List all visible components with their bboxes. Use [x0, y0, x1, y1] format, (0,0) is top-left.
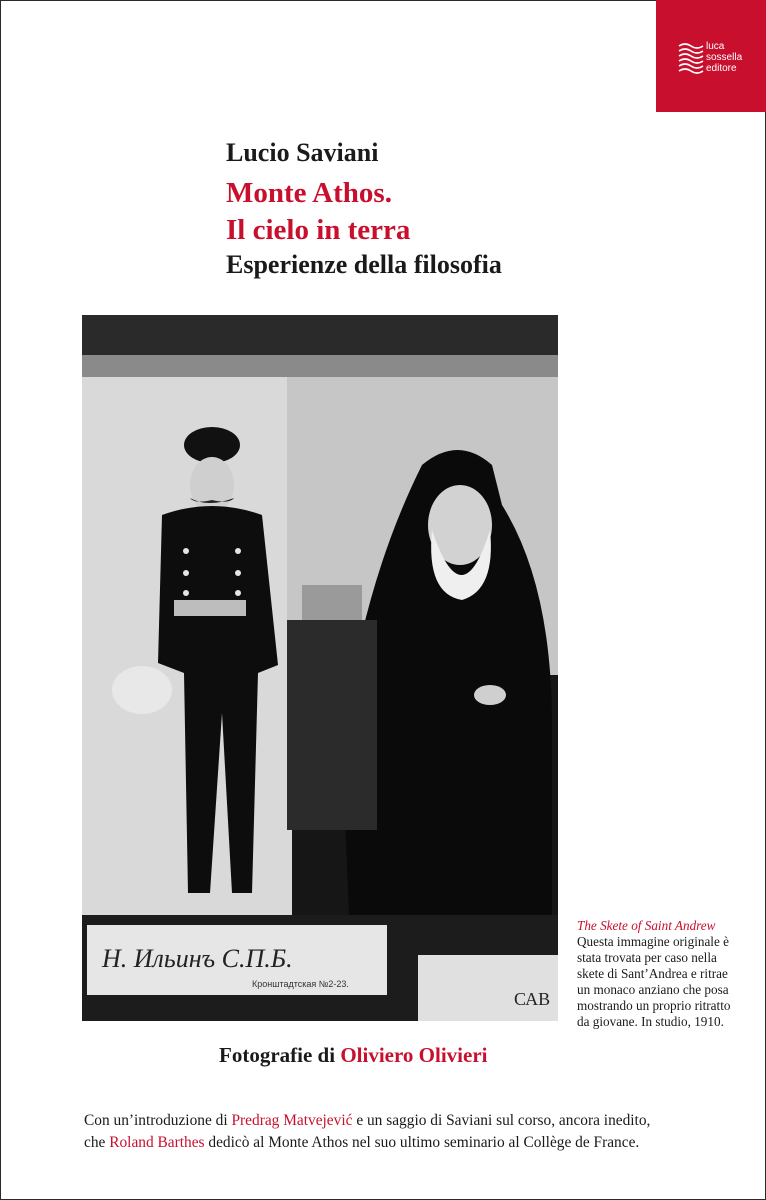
photo-sign-left: Н. Ильинъ С.П.Б. — [102, 944, 293, 973]
intro-part-1: Con un’introduzione di — [84, 1112, 228, 1129]
publisher-line-2: sossella — [706, 52, 743, 63]
photographer-name: Oliviero Olivieri — [340, 1043, 488, 1067]
title-line-2: Il cielo in terra — [226, 214, 411, 246]
intro-part-4: dedicò al Monte Athos nel suo ultimo seminario al Collège de France. — [208, 1134, 640, 1151]
publisher-name — [706, 41, 742, 74]
photo-credit — [219, 1043, 487, 1068]
intro-line-1 — [84, 1110, 650, 1132]
intro-name-2: Roland Barthes — [109, 1134, 205, 1151]
author-name: Lucio Saviani — [226, 138, 379, 167]
publisher-line-3: editore — [706, 63, 737, 74]
publisher-logo-icon — [678, 40, 704, 74]
caption-title: The Skete of Saint Andrew — [577, 918, 716, 933]
intro-name-1: Predrag Matvejević — [231, 1112, 353, 1129]
cover-photograph — [82, 315, 558, 1021]
photo-caption — [577, 918, 737, 1030]
photo-illustration — [82, 315, 558, 1021]
publisher-badge — [656, 0, 766, 112]
book-subtitle: Esperienze della filosofia — [226, 250, 502, 279]
credit-prefix: Fotografie di — [219, 1043, 336, 1067]
photo-sign-right: САВ — [514, 989, 551, 1009]
title-line-1: Monte Athos. — [226, 177, 392, 209]
photo-sign-left-small: Кронштадтская №2-23. — [252, 979, 349, 989]
intro-part-3: che — [84, 1134, 106, 1151]
book-title — [226, 175, 410, 249]
intro-part-2: e un saggio di Saviani sul corso, ancora inedito, — [356, 1112, 651, 1129]
caption-text: Questa immagine originale è stata trovata per caso nella skete di Sant’Andrea e ritrae un monaco anziano che posa mostrando un proprio ritratto da giovane. In studio, 1910. — [577, 934, 731, 1029]
intro-line-2 — [84, 1132, 650, 1154]
publisher-line-1: luca — [706, 41, 725, 52]
introduction-note — [84, 1110, 650, 1154]
